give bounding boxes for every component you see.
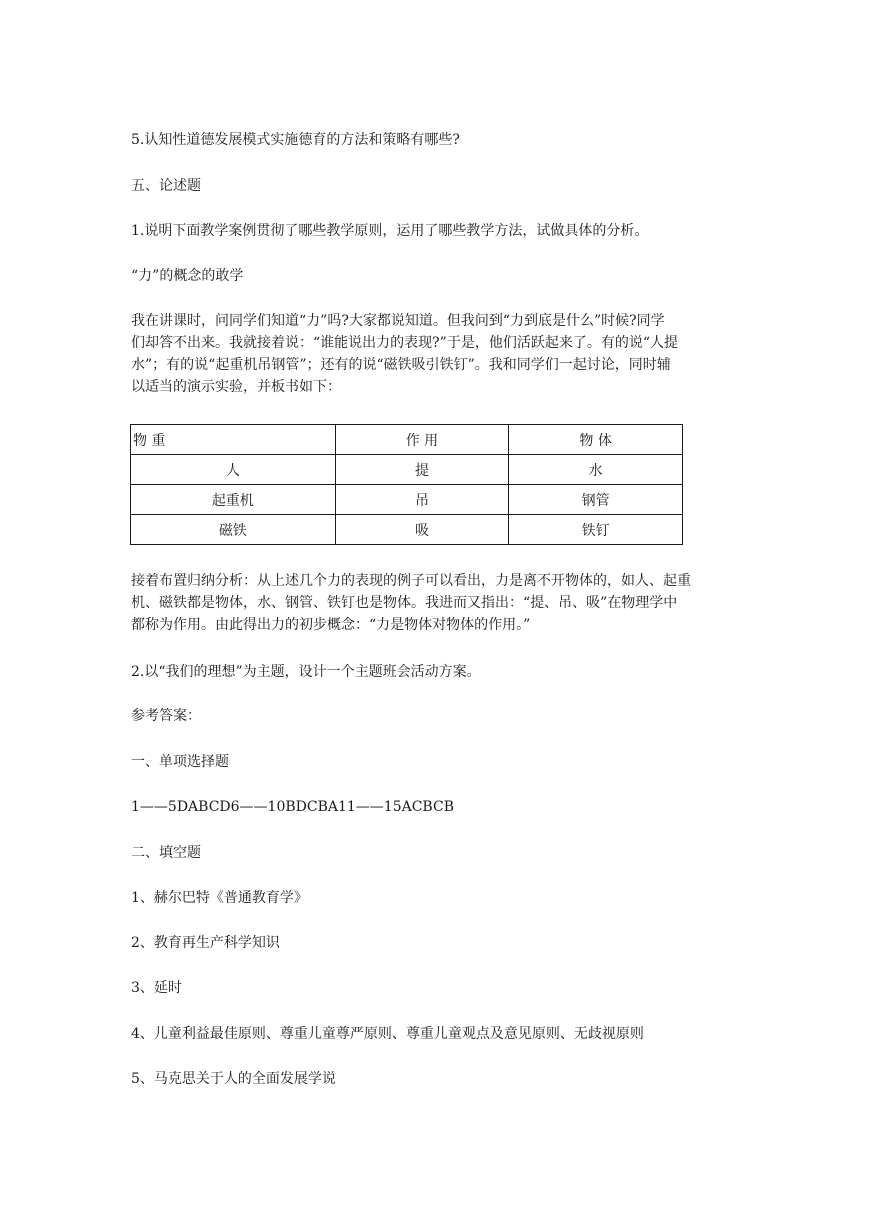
table-cell: 磁铁 [131,515,336,545]
essay-question-2: 2.以“我们的理想”为主题，设计一个主题班会活动方案。 [131,664,481,680]
table-cell: 起重机 [131,485,336,515]
section-heading-essay: 五、论述题 [131,178,201,194]
multiple-choice-answers: 1——5DABCD6——10BDCBA11——15ACBCB [131,799,454,815]
table-cell: 提 [335,455,509,485]
case-paragraph-1-line: 我在讲课时，问同学们知道“力”吗?大家都说知道。但我问到“力到底是什么”时候?同学 [131,313,665,329]
table-row [131,455,683,485]
table-row [131,515,683,545]
table-row [131,485,683,515]
table-header-row [131,425,683,455]
table-cell: 铁钉 [509,515,683,545]
table-cell: 人 [131,455,336,485]
answers-section-multiple-choice: 一、单项选择题 [131,754,229,770]
fill-answer-4: 4、儿童利益最佳原则、尊重儿童尊严原则、尊重儿童观点及意见原则、无歧视原则 [131,1026,644,1042]
table-cell: 水 [509,455,683,485]
fill-answer-2: 2、教育再生产科学知识 [131,935,280,951]
case-paragraph-1 [131,310,686,398]
force-table [130,424,683,545]
table-header-cell: 物 重 [131,425,336,455]
case-paragraph-2-line: 机、磁铁都是物体，水、钢管、铁钉也是物体。我进而又指出：“提、吊、吸”在物理学中 [131,595,678,611]
answers-heading: 参考答案： [131,708,201,724]
table-cell: 吸 [335,515,509,545]
fill-answer-1: 1、赫尔巴特《普通教育学》 [131,890,308,906]
table-header-cell: 作 用 [335,425,509,455]
case-paragraph-1-line: 们却答不出来。我就接着说：“谁能说出力的表现?”于是，他们活跃起来了。有的说“人提 [131,335,678,351]
case-paragraph-1-line: 以适当的演示实验，并板书如下： [131,379,341,395]
case-paragraph-2 [131,570,691,636]
fill-answer-5: 5、马克思关于人的全面发展学说 [131,1071,336,1087]
essay-question-1: 1.说明下面教学案例贯彻了哪些教学原则，运用了哪些教学方法，试做具体的分析。 [131,223,649,239]
table-header-cell: 物 体 [509,425,683,455]
answers-section-fill-blank: 二、填空题 [131,845,201,861]
question-5: 5.认知性道德发展模式实施德育的方法和策略有哪些? [131,132,460,148]
case-paragraph-2-line: 都称为作用。由此得出力的初步概念：“力是物体对物体的作用。” [131,617,531,633]
fill-answer-3: 3、延时 [131,980,182,996]
table-cell: 钢管 [509,485,683,515]
case-paragraph-1-line: 水”；有的说“起重机吊钢管”；还有的说“磁铁吸引铁钉”。我和同学们一起讨论，同时辅 [131,357,671,373]
case-paragraph-2-line: 接着布置归纳分析：从上述几个力的表现的例子可以看出，力是离不开物体的，如人、起重 [131,573,691,589]
table-cell: 吊 [335,485,509,515]
case-title: “力”的概念的敢学 [131,268,244,284]
